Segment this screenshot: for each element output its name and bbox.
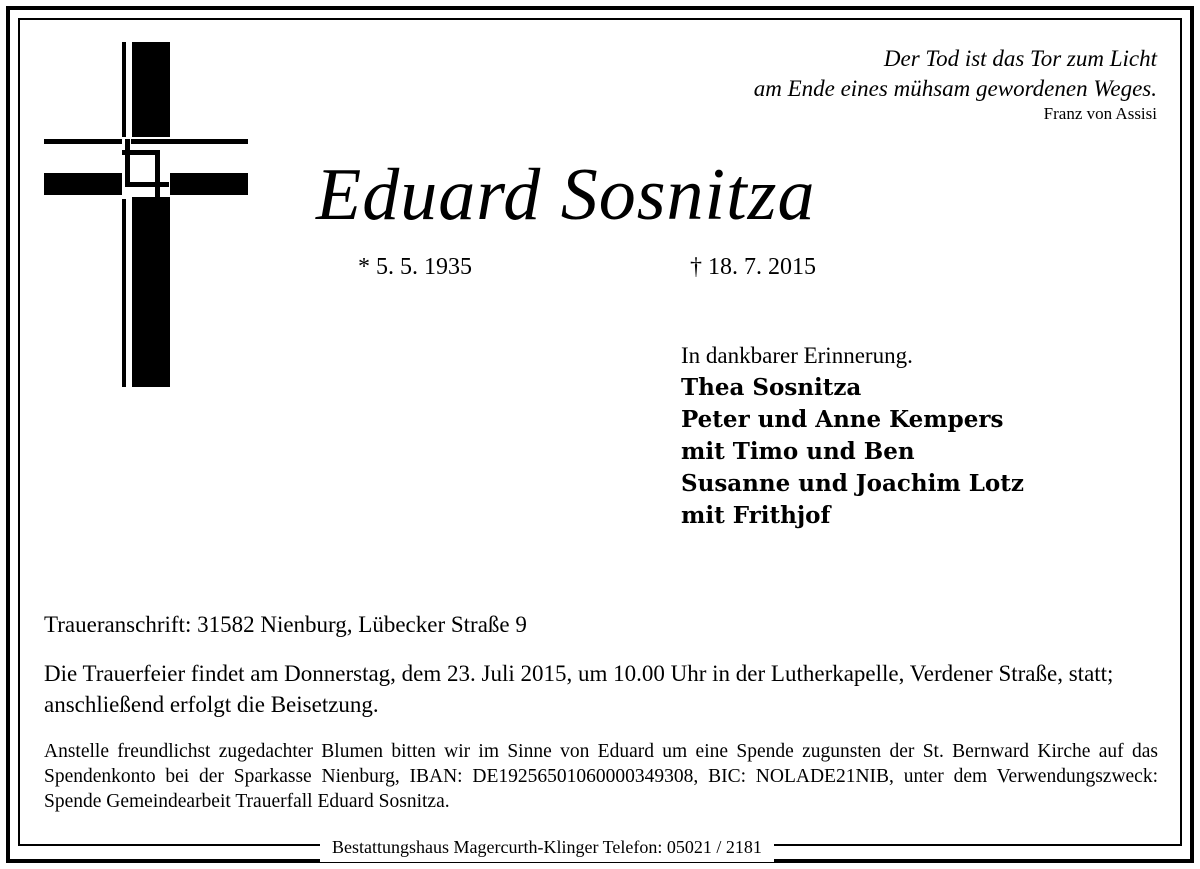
- mourner-name: mit Frithjof: [681, 502, 831, 529]
- cross-icon: [44, 42, 248, 387]
- mourner-name: Peter und Anne Kempers: [681, 406, 1004, 433]
- quote-author: Franz von Assisi: [1043, 104, 1157, 123]
- donation-text: Anstelle freundlichst zugedachter Blumen bitten wir im Sinne von Eduard um eine Spende zugunsten der St. Bernward Kirche auf das Spendenkonto bei der Sparkasse Nienburg, IBAN: DE19256501060000349308, BIC: NOLADE21NIB, unter dem Verwendungszweck: Spende Gemeindearbeit Trauerfall Eduard Sosnitza.: [44, 741, 1158, 812]
- death-date: † 18. 7. 2015: [690, 254, 816, 280]
- mourners-block: [681, 340, 1024, 532]
- mourning-address: Traueranschrift: 31582 Nienburg, Lübecker Straße 9: [44, 612, 527, 637]
- mourner-name: Susanne und Joachim Lotz: [681, 470, 1024, 497]
- funeral-home-footer: Bestattungshaus Magercurth-Klinger Telefon: 05021 / 2181: [320, 832, 774, 862]
- mourner-name: Thea Sosnitza: [681, 374, 862, 401]
- mourner-name: mit Timo und Ben: [681, 438, 915, 465]
- mourners-intro: In dankbarer Erinnerung.: [681, 343, 913, 368]
- birth-date: * 5. 5. 1935: [358, 254, 472, 280]
- deceased-name: Eduard Sosnitza: [316, 154, 816, 236]
- quote-line: am Ende eines mühsam gewordenen Weges.: [753, 76, 1157, 101]
- quote-block: [754, 44, 1157, 124]
- ceremony-text: Die Trauerfeier findet am Donnerstag, dem 23. Juli 2015, um 10.00 Uhr in der Lutherkapelle, Verdener Straße, statt; anschließend erfolgt die Beisetzung.: [44, 661, 1114, 717]
- quote-line: Der Tod ist das Tor zum Licht: [883, 46, 1157, 71]
